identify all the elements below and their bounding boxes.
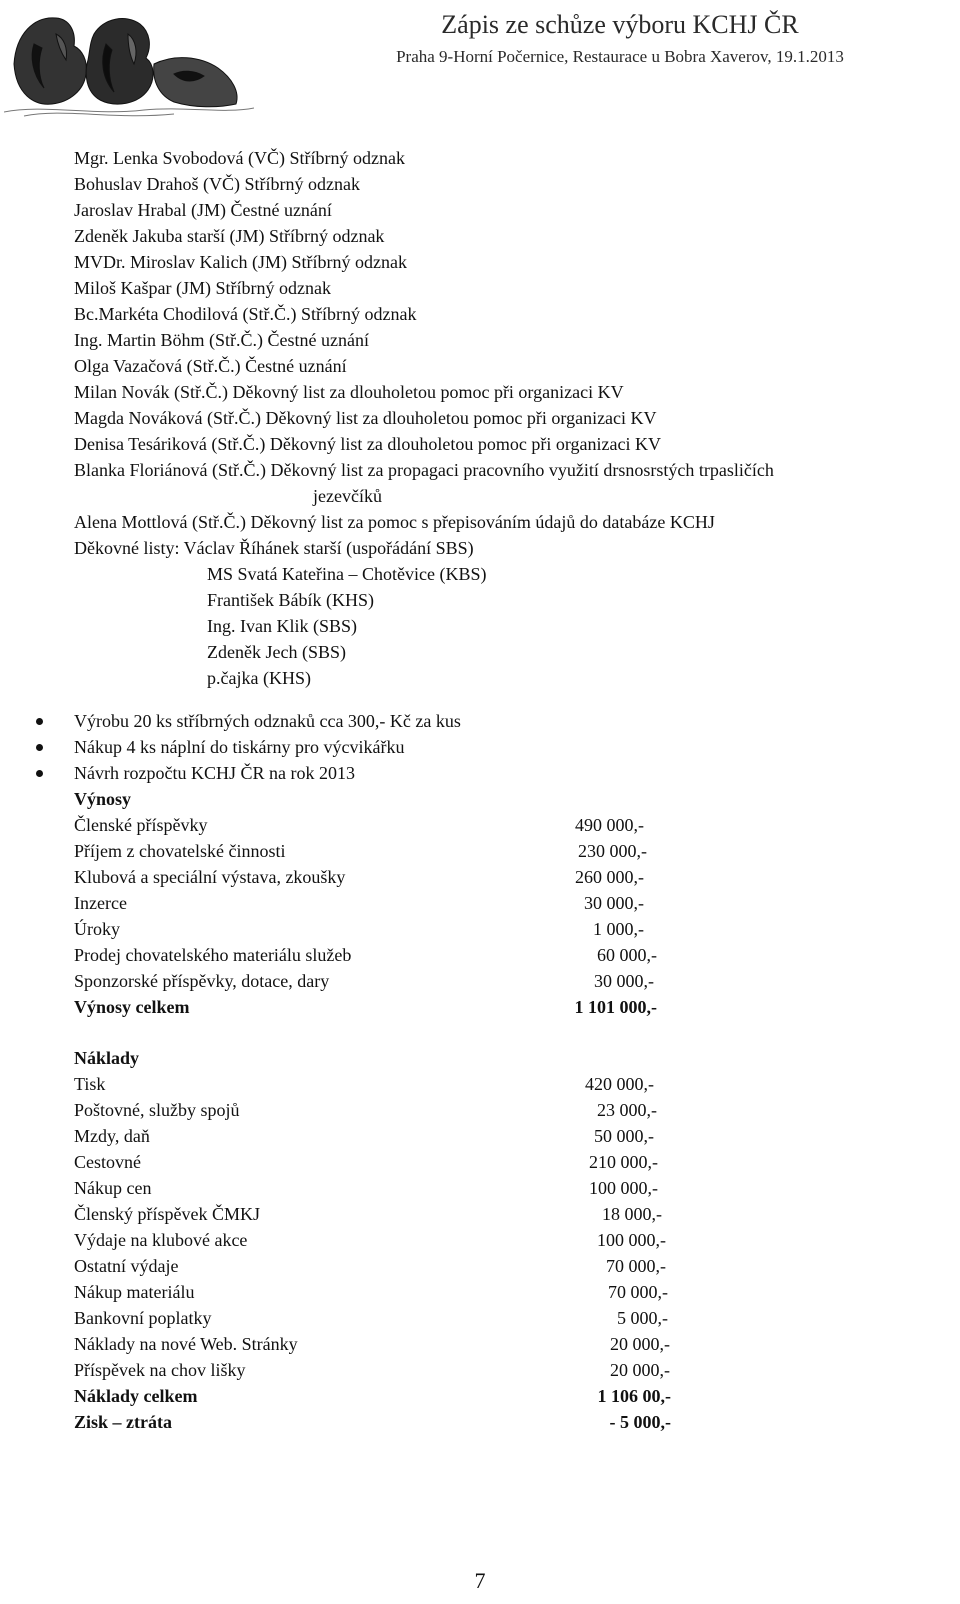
cost-label: Bankovní poplatky bbox=[74, 1308, 212, 1328]
document-title: Zápis ze schůze výboru KCHJ ČR bbox=[441, 10, 799, 39]
income-label: Příjem z chovatelské činnosti bbox=[74, 841, 286, 861]
cost-label: Nákup materiálu bbox=[74, 1282, 195, 1302]
cost-amount: 5 000,- bbox=[617, 1308, 668, 1328]
cost-label: Ostatní výdaje bbox=[74, 1256, 179, 1276]
bullet-item: Výrobu 20 ks stříbrných odznaků cca 300,- Kč za kus bbox=[74, 711, 461, 731]
thanks-letters-line: Děkovné listy: Václav Říhánek starší (uspořádání SBS) bbox=[74, 538, 474, 558]
cost-amount: 20 000,- bbox=[610, 1360, 670, 1380]
income-label: Prodej chovatelského materiálu služeb bbox=[74, 945, 352, 965]
thanks-letters-line: p.čajka (KHS) bbox=[207, 668, 311, 688]
bullet-item: Nákup 4 ks náplní do tiskárny pro výcvikářku bbox=[74, 737, 405, 757]
income-label: Inzerce bbox=[74, 893, 127, 913]
bullet-icon bbox=[36, 744, 43, 751]
income-amount: 60 000,- bbox=[597, 945, 657, 965]
award-line: Bohuslav Drahoš (VČ) Stříbrný odznak bbox=[74, 174, 360, 194]
cost-amount: 210 000,- bbox=[589, 1152, 658, 1172]
income-amount: 30 000,- bbox=[584, 893, 644, 913]
page-number: 7 bbox=[474, 1568, 486, 1593]
income-amount: 30 000,- bbox=[594, 971, 654, 991]
award-line: Milan Novák (Stř.Č.) Děkovný list za dlouholetou pomoc při organizaci KV bbox=[74, 382, 624, 402]
award-line: Jaroslav Hrabal (JM) Čestné uznání bbox=[74, 200, 332, 220]
income-label: Členské příspěvky bbox=[74, 815, 208, 835]
award-line: Alena Mottlová (Stř.Č.) Děkovný list za pomoc s přepisováním údajů do databáze KCHJ bbox=[74, 512, 715, 532]
income-label: Klubová a speciální výstava, zkoušky bbox=[74, 867, 346, 887]
award-line: Ing. Martin Böhm (Stř.Č.) Čestné uznání bbox=[74, 330, 369, 350]
bullet-icon bbox=[36, 718, 43, 725]
award-line: Olga Vazačová (Stř.Č.) Čestné uznání bbox=[74, 356, 347, 376]
cost-label: Poštovné, služby spojů bbox=[74, 1100, 240, 1120]
thanks-letters-line: Ing. Ivan Klik (SBS) bbox=[207, 616, 357, 636]
cost-amount: 100 000,- bbox=[597, 1230, 666, 1250]
document-subtitle: Praha 9-Horní Počernice, Restaurace u Bobra Xaverov, 19.1.2013 bbox=[396, 47, 844, 66]
profit-loss-amount: - 5 000,- bbox=[609, 1412, 671, 1432]
income-total-label: Výnosy celkem bbox=[74, 997, 190, 1017]
cost-amount: 100 000,- bbox=[589, 1178, 658, 1198]
cost-amount: 50 000,- bbox=[594, 1126, 654, 1146]
profit-loss-label: Zisk – ztráta bbox=[74, 1412, 172, 1432]
income-amount: 230 000,- bbox=[578, 841, 647, 861]
income-total-amount: 1 101 000,- bbox=[574, 997, 657, 1017]
cost-label: Mzdy, daň bbox=[74, 1126, 150, 1146]
income-heading: Výnosy bbox=[74, 789, 132, 809]
club-logo-dachshunds-icon bbox=[4, 4, 254, 120]
costs-total-amount: 1 106 00,- bbox=[597, 1386, 671, 1406]
award-line: Zdeněk Jakuba starší (JM) Stříbrný odznak bbox=[74, 226, 385, 246]
award-line: Miloš Kašpar (JM) Stříbrný odznak bbox=[74, 278, 331, 298]
cost-label: Výdaje na klubové akce bbox=[74, 1230, 248, 1250]
cost-label: Nákup cen bbox=[74, 1178, 152, 1198]
thanks-letters-line: František Bábík (KHS) bbox=[207, 590, 374, 610]
award-line-continuation: jezevčíků bbox=[313, 486, 382, 506]
cost-label: Příspěvek na chov lišky bbox=[74, 1360, 246, 1380]
bullet-item: Návrh rozpočtu KCHJ ČR na rok 2013 bbox=[74, 763, 355, 783]
cost-amount: 23 000,- bbox=[597, 1100, 657, 1120]
cost-label: Tisk bbox=[74, 1074, 106, 1094]
cost-amount: 20 000,- bbox=[610, 1334, 670, 1354]
cost-amount: 420 000,- bbox=[585, 1074, 654, 1094]
cost-label: Členský příspěvek ČMKJ bbox=[74, 1204, 260, 1224]
award-line: Bc.Markéta Chodilová (Stř.Č.) Stříbrný odznak bbox=[74, 304, 417, 324]
bullet-icon bbox=[36, 770, 43, 777]
income-amount: 1 000,- bbox=[593, 919, 644, 939]
award-line: Mgr. Lenka Svobodová (VČ) Stříbrný odznak bbox=[74, 148, 405, 168]
income-label: Úroky bbox=[74, 919, 120, 939]
costs-heading: Náklady bbox=[74, 1048, 140, 1068]
costs-total-label: Náklady celkem bbox=[74, 1386, 198, 1406]
cost-amount: 18 000,- bbox=[602, 1204, 662, 1224]
thanks-letters-line: Zdeněk Jech (SBS) bbox=[207, 642, 346, 662]
cost-label: Náklady na nové Web. Stránky bbox=[74, 1334, 298, 1354]
cost-amount: 70 000,- bbox=[606, 1256, 666, 1276]
thanks-letters-line: MS Svatá Kateřina – Chotěvice (KBS) bbox=[207, 564, 487, 584]
income-amount: 490 000,- bbox=[575, 815, 644, 835]
cost-label: Cestovné bbox=[74, 1152, 141, 1172]
award-line: MVDr. Miroslav Kalich (JM) Stříbrný odznak bbox=[74, 252, 407, 272]
award-line: Denisa Tesáriková (Stř.Č.) Děkovný list za dlouholetou pomoc při organizaci KV bbox=[74, 434, 661, 454]
income-label: Sponzorské příspěvky, dotace, dary bbox=[74, 971, 330, 991]
award-line: Blanka Floriánová (Stř.Č.) Děkovný list za propagaci pracovního využití drsnosrstých trpasličích bbox=[74, 460, 774, 480]
income-amount: 260 000,- bbox=[575, 867, 644, 887]
cost-amount: 70 000,- bbox=[608, 1282, 668, 1302]
award-line: Magda Nováková (Stř.Č.) Děkovný list za dlouholetou pomoc při organizaci KV bbox=[74, 408, 657, 428]
